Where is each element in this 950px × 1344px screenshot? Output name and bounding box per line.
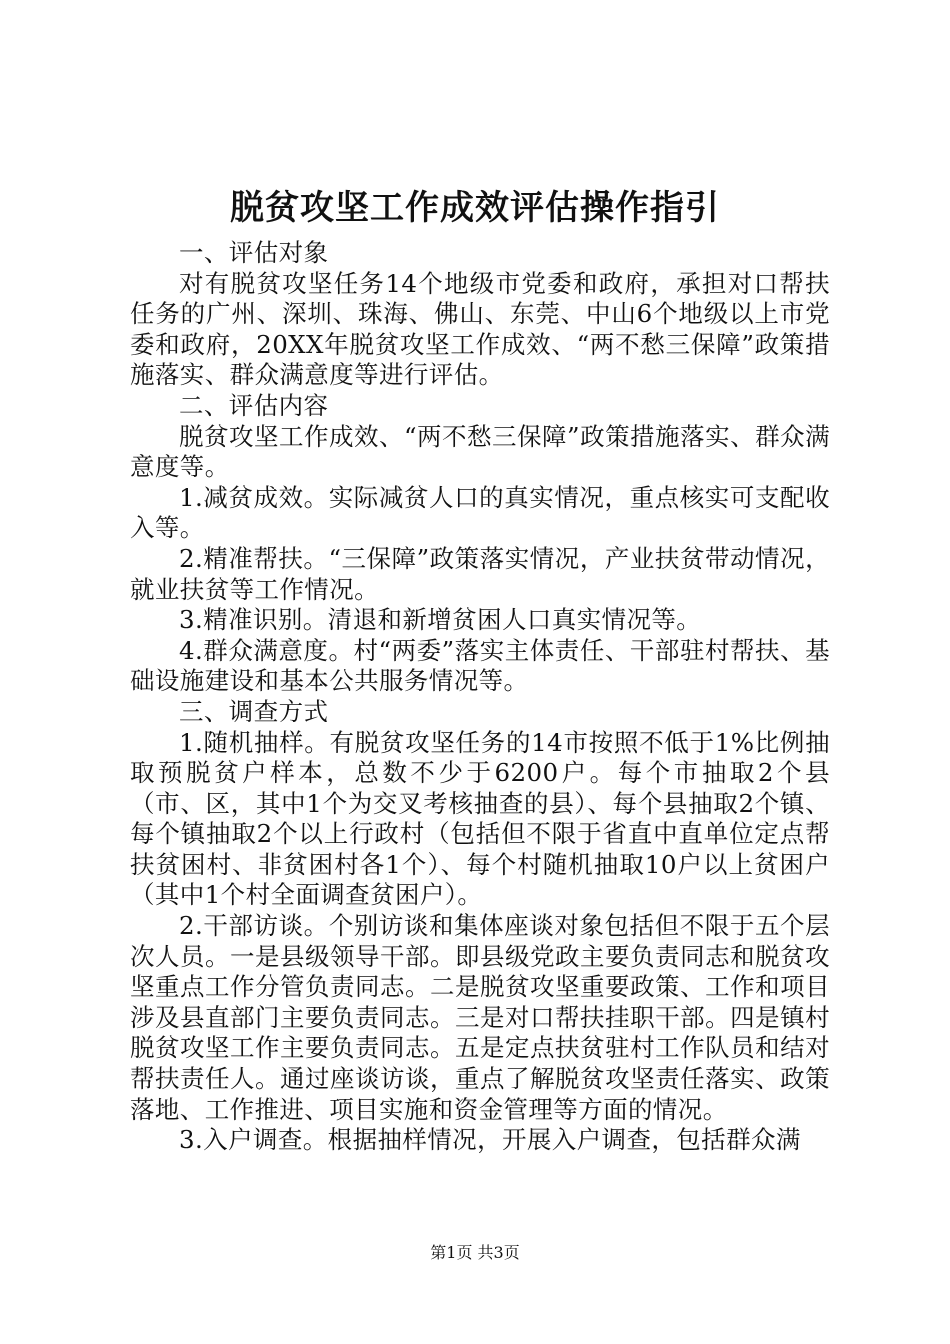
paragraph-evaluation-target: 对有脱贫攻坚任务14个地级市党委和政府，承担对口帮扶任务的广州、深圳、珠海、佛山、东莞、中山6个地级以上市党委和政府，20XX年脱贫攻坚工作成效、“两不愁三保障”政策措施落实、群众满意度等进行评估。	[130, 268, 830, 390]
paragraph-precise-identification: 3.精准识别。清退和新增贫困人口真实情况等。	[179, 605, 702, 635]
paragraph-random-sampling: 1.随机抽样。有脱贫攻坚任务的14市按照不低于1%比例抽取预脱贫户样本，总数不少于6200户。每个市抽取2个县（市、区，其中1个为交叉考核抽查的县）、每个县抽取2个镇、每个镇抽取2个以上行政村（包括但不限于省直中直单位定点帮扶贫困村、非贫困村各1个）、每个村随机抽取10户以上贫困户（其中1个村全面调查贫困户）。	[130, 727, 830, 910]
document-title: 脱贫攻坚工作成效评估操作指引	[230, 188, 720, 228]
paragraph-household-survey: 3.入户调查。根据抽样情况，开展入户调查，包括群众满	[179, 1125, 801, 1155]
page-number-footer: 第1页 共3页	[430, 1243, 520, 1262]
heading-evaluation-content: 二、评估内容	[179, 390, 329, 420]
paragraph-cadre-interview: 2.干部访谈。个别访谈和集体座谈对象包括但不限于五个层次人员。一是县级领导干部。即县级党政主要负责同志和脱贫攻坚重点工作分管负责同志。二是脱贫攻坚重要政策、工作和项目涉及县直部门主要负责同志。三是对口帮扶挂职干部。四是镇村脱贫攻坚工作主要负责同志。五是定点扶贫驻村工作队员和结对帮扶责任人。通过座谈访谈，重点了解脱贫攻坚责任落实、政策落地、工作推进、项目实施和资金管理等方面的情况。	[130, 911, 830, 1124]
document-body	[130, 238, 830, 1156]
paragraph-satisfaction: 4.群众满意度。村“两委”落实主体责任、干部驻村帮扶、基础设施建设和基本公共服务情况等。	[130, 635, 830, 696]
paragraph-precise-assistance: 2.精准帮扶。“三保障”政策落实情况，产业扶贫带动情况，就业扶贫等工作情况。	[130, 543, 830, 604]
paragraph-evaluation-content: 脱贫攻坚工作成效、“两不愁三保障”政策措施落实、群众满意度等。	[130, 421, 830, 482]
heading-survey-method: 三、调查方式	[179, 696, 329, 726]
paragraph-poverty-reduction: 1.减贫成效。实际减贫人口的真实情况，重点核实可支配收入等。	[130, 482, 830, 543]
heading-evaluation-target: 一、评估对象	[179, 238, 329, 267]
